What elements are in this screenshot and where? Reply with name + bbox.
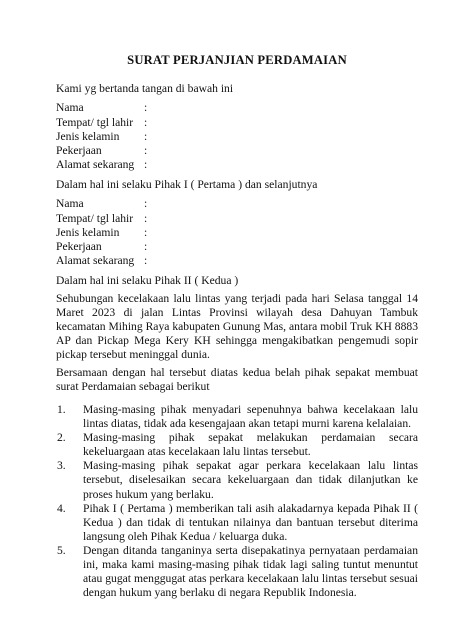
party1-field-jenis-kelamin: Jenis kelamin	[56, 130, 120, 143]
party1-field-nama: Nama	[56, 101, 84, 114]
list-item	[56, 544, 418, 600]
list-item-number: 4.	[57, 501, 66, 515]
list-item	[56, 403, 418, 431]
list-item-text: Masing-masing pihak sepakat agar perkara kecelakaan lalu lintas tersebut, diselesaikan secara kekeluargaan dan tidak dilanjutkan ke proses hukum yang berlaku.	[83, 459, 418, 501]
list-item-number: 5.	[57, 543, 66, 557]
party1-caption: Dalam hal ini selaku Pihak I ( Pertama ) dan selanjutnya	[56, 178, 318, 191]
party2-field-nama: Nama	[56, 197, 84, 210]
party1-field-alamat: Alamat sekarang	[56, 158, 135, 171]
field-colon: :	[144, 197, 148, 210]
field-colon: :	[144, 101, 148, 114]
list-item	[56, 502, 418, 544]
field-colon: :	[144, 254, 148, 267]
paragraph-agreement-intro: Bersamaan dengan hal tersebut diatas kedua belah pihak sepakat membuat surat Perdamaian sebagai berikut	[56, 366, 418, 394]
party2-caption: Dalam hal ini selaku Pihak II ( Kedua )	[56, 274, 239, 287]
party2-field-alamat: Alamat sekarang	[56, 254, 135, 267]
paragraph-incident: Sehubungan kecelakaan lalu lintas yang terjadi pada hari Selasa tanggal 14 Maret 2023 di jalan Lintas Provinsi wilayah desa Dahuyan Tambuk kecamatan Mihing Raya kabupaten Gunung Mas, antara mobil Truk KH 8883 AP dan Pickap Mega Kery KH sehingga mengakibatkan pengemudi sopir pickap tersebut meninggal dunia.	[56, 292, 418, 362]
list-item-text: Pihak I ( Pertama ) memberikan tali asih alakadarnya kepada Pihak II ( Kedua ) dan tidak di tentukan nilainya dan bantuan tersebut diterima langsung oleh Pihak Kedua / keluarga duka.	[83, 501, 418, 543]
party2-field-pekerjaan: Pekerjaan	[56, 240, 102, 253]
list-item-number: 3.	[57, 459, 66, 473]
agreement-list	[56, 403, 418, 600]
party1-field-pekerjaan: Pekerjaan	[56, 144, 102, 157]
field-colon: :	[144, 226, 148, 239]
list-item-text: Masing-masing pihak sepakat melakukan perdamaian secara kekeluargaan atas kecelakaan lalu lintas tersebut.	[83, 431, 418, 459]
list-item-text: Masing-masing pihak menyadari sepenuhnya bahwa kecelakaan lalu lintas diatas, tidak ada kesengajaan akan tetapi murni karena kelalaian.	[83, 403, 418, 431]
party1-field-ttl: Tempat/ tgl lahir	[56, 116, 134, 129]
field-colon: :	[144, 144, 148, 157]
party2-field-jenis-kelamin: Jenis kelamin	[56, 226, 120, 239]
field-colon: :	[144, 240, 148, 253]
field-colon: :	[144, 158, 148, 171]
field-colon: :	[144, 130, 148, 143]
list-item	[56, 431, 418, 459]
field-colon: :	[144, 212, 148, 225]
intro-text: Kami yg bertanda tangan di bawah ini	[56, 82, 234, 95]
field-colon: :	[144, 116, 148, 129]
party2-field-ttl: Tempat/ tgl lahir	[56, 212, 134, 225]
list-item-text: Dengan ditanda tanganinya serta disepakatinya pernyataan perdamaian ini, maka kami masing-masing pihak tidak lagi saling tuntut menuntut atau gugat menggugat atas perkara kecelakaan lalu lintas tersebut sesuai dengan hukum yang berlaku di negara Republik Indonesia.	[83, 543, 418, 600]
list-item-number: 1.	[57, 403, 66, 416]
document-title: SURAT PERJANJIAN PERDAMAIAN	[127, 53, 347, 67]
list-item	[56, 459, 418, 501]
list-item-number: 2.	[57, 431, 66, 445]
